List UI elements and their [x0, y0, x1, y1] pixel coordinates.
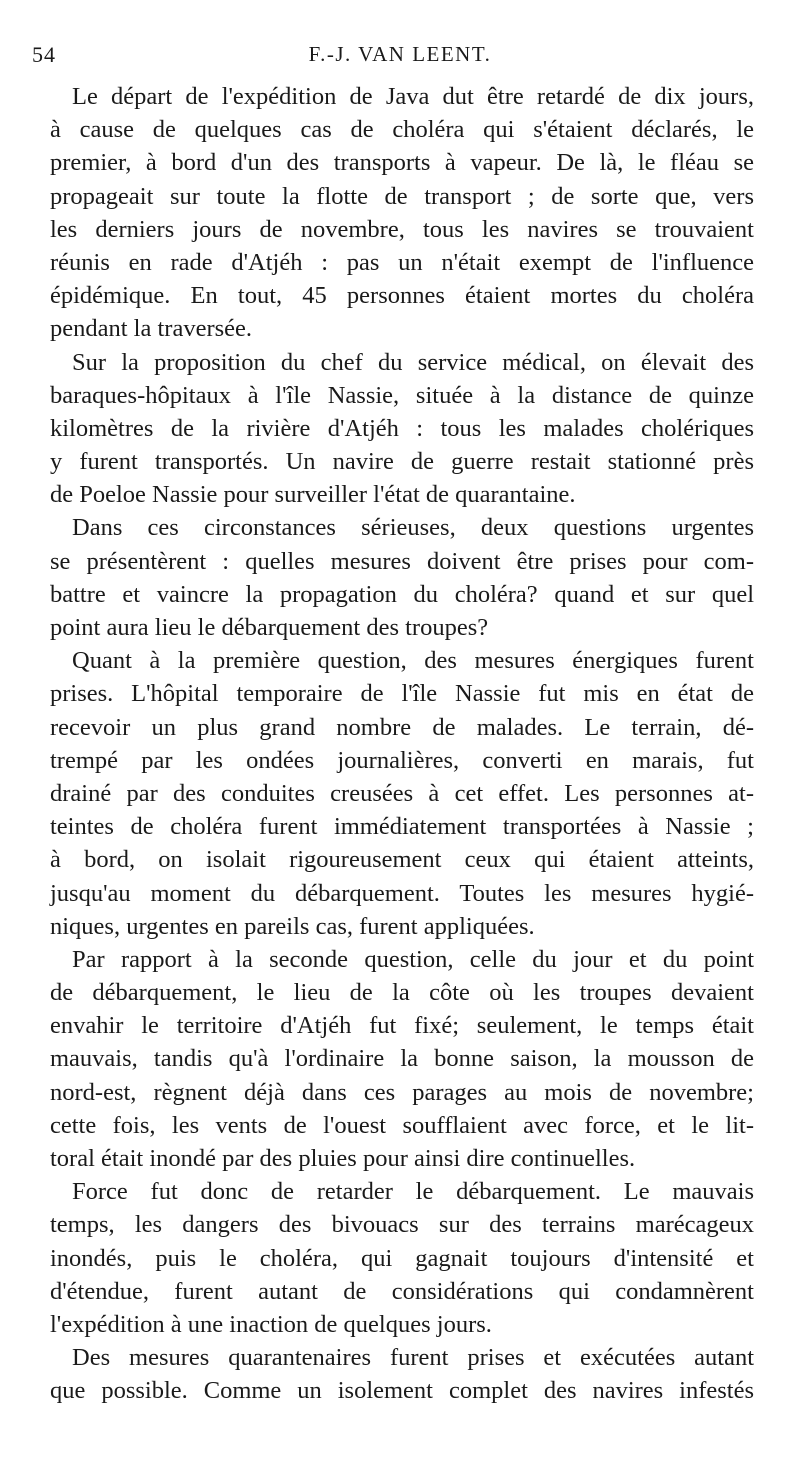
running-head: F.-J. VAN LEENT.	[308, 42, 492, 66]
text-line: recevoir un plus grand nombre de malades. Le terrain, dé-	[50, 713, 754, 741]
text-line: de débarquement, le lieu de la côte où les troupes devaient	[50, 979, 754, 1007]
body-text	[50, 80, 754, 1408]
text-line: Force fut donc de retarder le débarquement. Le mauvais	[72, 1178, 754, 1206]
text-line: réunis en rade d'Atjéh : pas un n'était exempt de l'influence	[50, 248, 754, 276]
paragraph	[50, 644, 754, 943]
paragraph	[50, 1341, 754, 1407]
text-line: teintes de choléra furent immédiatement transportées à Nassie ;	[50, 813, 754, 841]
text-line: premier, à bord d'un des transports à vapeur. De là, le fléau se	[50, 149, 754, 177]
text-line: prises. L'hôpital temporaire de l'île Nassie fut mis en état de	[50, 680, 754, 708]
text-line: baraques-hôpitaux à l'île Nassie, située à la distance de quinze	[50, 381, 754, 409]
text-line: drainé par des conduites creusées à cet effet. Les personnes at-	[50, 779, 754, 807]
text-line: y furent transportés. Un navire de guerre restait stationné près	[50, 448, 754, 476]
paragraph	[50, 511, 754, 644]
paragraph	[50, 346, 754, 512]
text-line: Dans ces circonstances sérieuses, deux questions urgentes	[72, 514, 754, 542]
text-line: l'expédition à une inaction de quelques jours.	[50, 1310, 492, 1338]
text-line: inondés, puis le choléra, qui gagnait toujours d'intensité et	[50, 1244, 754, 1272]
text-line: d'étendue, furent autant de considérations qui condamnèrent	[50, 1277, 754, 1305]
text-line: Par rapport à la seconde question, celle du jour et du point	[72, 945, 754, 973]
text-line: envahir le territoire d'Atjéh fut fixé; seulement, le temps était	[50, 1012, 754, 1040]
text-line: que possible. Comme un isolement complet des navires infestés	[50, 1377, 754, 1405]
paragraph	[50, 1175, 754, 1341]
text-line: battre et vaincre la propagation du choléra? quand et sur quel	[50, 580, 754, 608]
text-line: niques, urgentes en pareils cas, furent appliquées.	[50, 912, 535, 940]
text-line: point aura lieu le débarquement des troupes?	[50, 614, 489, 641]
paragraph	[50, 943, 754, 1175]
text-line: pendant la traversée.	[50, 315, 253, 343]
text-line: Des mesures quarantenaires furent prises et exécutées autant	[72, 1344, 754, 1372]
text-line: Sur la proposition du chef du service médical, on élevait des	[72, 348, 754, 376]
text-line: les derniers jours de novembre, tous les navires se trouvaient	[50, 215, 754, 243]
text-line: à cause de quelques cas de choléra qui s'étaient déclarés, le	[50, 116, 754, 144]
text-line: toral était inondé par des pluies pour ainsi dire continuelles.	[50, 1145, 636, 1172]
text-line: nord-est, règnent déjà dans ces parages au mois de novembre;	[50, 1078, 754, 1106]
text-line: épidémique. En tout, 45 personnes étaient mortes du choléra	[50, 282, 754, 310]
page-number: 54	[32, 42, 56, 67]
text-line: se présentèrent : quelles mesures doivent être prises pour com-	[50, 547, 754, 575]
text-line: trempé par les ondées journalières, converti en marais, fut	[50, 746, 754, 774]
text-line: propageait sur toute la flotte de transport ; de sorte que, vers	[50, 182, 754, 210]
page-header	[32, 42, 768, 82]
text-line: de Poeloe Nassie pour surveiller l'état de quarantaine.	[50, 481, 576, 509]
text-line: temps, les dangers des bivouacs sur des terrains marécageux	[50, 1211, 754, 1239]
text-line: jusqu'au moment du débarquement. Toutes les mesures hygié-	[50, 879, 754, 907]
text-line: à bord, on isolait rigoureusement ceux qui étaient atteints,	[50, 846, 754, 874]
text-line: Quant à la première question, des mesures énergiques furent	[72, 647, 754, 675]
text-line: mauvais, tandis qu'à l'ordinaire la bonne saison, la mousson de	[50, 1045, 754, 1073]
text-line: cette fois, les vents de l'ouest soufflaient avec force, et le lit-	[50, 1111, 754, 1139]
text-line: Le départ de l'expédition de Java dut être retardé de dix jours,	[72, 83, 754, 110]
text-line: kilomètres de la rivière d'Atjéh : tous les malades cholériques	[50, 414, 754, 442]
paragraph	[50, 80, 754, 346]
